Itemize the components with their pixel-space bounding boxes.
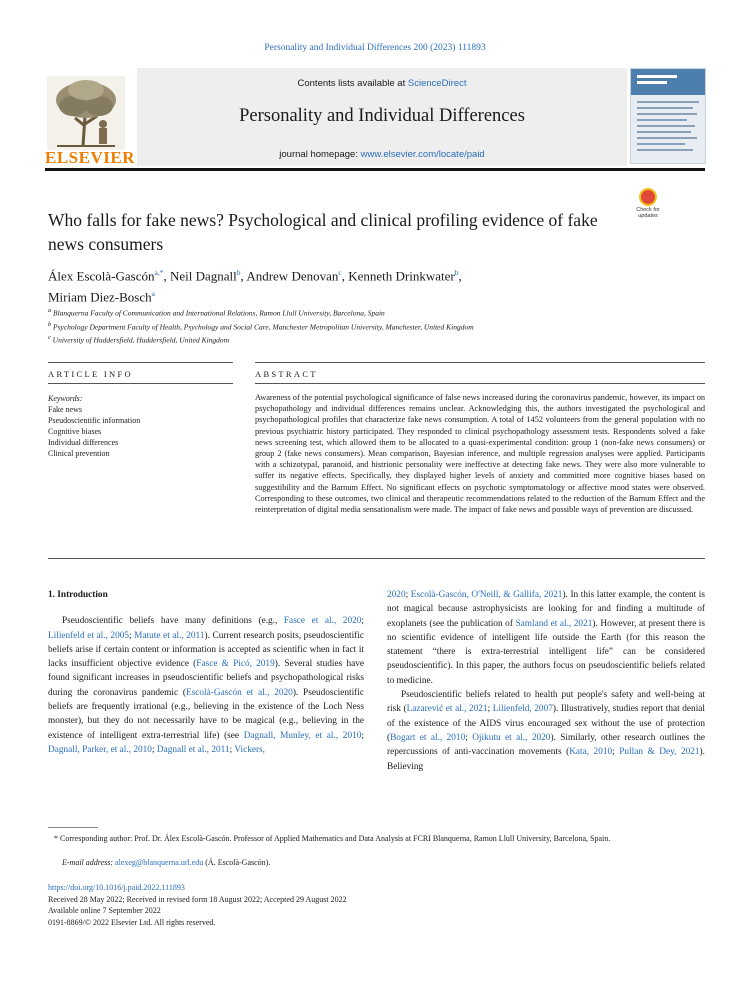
paragraph-text: ; [361, 730, 364, 741]
author-affiliation-mark[interactable]: a,* [154, 268, 164, 277]
citation-link[interactable]: Bogart et al., 2010 [390, 732, 466, 743]
journal-title: Personality and Individual Differences [239, 106, 525, 126]
affiliation-text: Psychology Department Faculty of Health, Psychology and Social Care, Manchester Metropolitan University, Manchester, United Kingdom [53, 322, 474, 331]
paragraph-text: ). However, at present there is no scientific evidence of intelligent life outside the Earth (for this reason the statement “there is extra-terrestrial intelligent life” can be considered pseudoscientific). In this paper, the authors focus on pseudoscientific beliefs related to medicine. [387, 618, 706, 686]
citation-link[interactable]: 2020 [387, 590, 406, 600]
paragraph-text: ). Believing [387, 747, 705, 772]
citation-link[interactable]: Escolà-Gascón et al., 2020 [185, 687, 293, 698]
homepage-line [137, 149, 627, 160]
author-list: Álex Escolà-Gascón$^{a,*}$, Neil Dagnall$^b$, Andrew Denovan$^c$, Kenneth Drinkwater$^b$, Miriam Diez-Bosch$^a$ [48, 268, 462, 305]
article-title: Who falls for fake news? Psychological and clinical profiling evidence of fake news consumers [48, 210, 598, 254]
citation-link[interactable]: Lilienfeld et al., 2005 [48, 630, 130, 641]
citation-link[interactable]: Pullan & Dey, 2021 [619, 747, 700, 758]
citation-link[interactable]: Lazarević et al., 2021 [406, 704, 488, 715]
author-affiliation-mark[interactable]: c [338, 268, 342, 277]
doi-link[interactable]: https://doi.org/10.1016/j.paid.2022.111893 [48, 883, 185, 892]
paragraph-text: ). Similarly, other research outlines the repercussions of anti-vaccination movements ( [387, 732, 705, 758]
citation-link[interactable]: Matute et al., 2011 [134, 630, 205, 641]
homepage-link[interactable]: www.elsevier.com/locate/paid [360, 149, 485, 160]
elsevier-wordmark: ELSEVIER [45, 148, 135, 167]
intro-paragraph [48, 614, 364, 757]
affiliation-mark: b [48, 320, 52, 328]
affiliation-line [48, 305, 688, 319]
citation-link[interactable]: Ojikutu et al., 2020 [472, 732, 551, 743]
paragraph-text: ; [612, 747, 620, 758]
author-name[interactable]: Miriam Diez-Bosch [48, 289, 152, 305]
author-affiliation-mark[interactable]: b [454, 268, 459, 277]
paragraph-text: ; [465, 732, 473, 743]
author-name[interactable]: Neil Dagnall [169, 268, 237, 284]
article-info-rule-bottom [48, 383, 233, 384]
paragraph-text: ; [405, 590, 411, 600]
homepage-prefix: journal homepage: [279, 149, 361, 160]
intro-paragraph [387, 688, 705, 774]
contents-prefix: Contents lists available at [297, 78, 408, 89]
citation-link[interactable]: Dagnall et al., 2011 [156, 744, 230, 755]
journal-banner [45, 68, 705, 166]
affiliation-text: Blanquerna Faculty of Communication and International Relations, Ramon Llull University, Barcelona, Spain [53, 308, 385, 318]
paragraph-text: ). Several studies have found significant increases in pseudoscientific beliefs and psychopathological risks during the coronavirus pandemic ( [48, 659, 364, 698]
check-updates-label: Check for updates [636, 207, 660, 219]
paragraph-text: ). Illustratively, studies report that denial of the existence of the AIDS virus encouraged sex without the use of protection ( [387, 704, 705, 743]
keyword: Clinical prevention [48, 449, 110, 458]
journal-cover-thumbnail [630, 68, 706, 164]
keywords-block [48, 393, 233, 459]
header-rule [45, 168, 705, 171]
sciencedirect-link[interactable]: ScienceDirect [407, 78, 467, 89]
email-label: E-mail address: [62, 858, 114, 867]
article-info-rule [48, 362, 233, 363]
citation-link[interactable]: Escolà-Gascón, O'Neill, & Gallifa, 2021 [410, 590, 563, 600]
affiliation-line [48, 319, 688, 333]
citation-link[interactable]: Lilienfeld, 2007 [492, 704, 553, 715]
paragraph-text: ; [487, 704, 493, 715]
email-suffix: (Á. Escolà-Gascón). [203, 858, 271, 867]
bookmark-icon [639, 188, 657, 206]
intro-paragraph [387, 588, 705, 688]
author-affiliation-mark[interactable]: b [236, 268, 241, 277]
left-column [48, 588, 364, 757]
citation-link[interactable]: Fasce et al., 2020 [283, 616, 362, 627]
keyword: Pseudoscientific information [48, 416, 141, 425]
footnote-marker: * [54, 834, 58, 843]
citation-link[interactable]: Samland et al., 2021 [515, 618, 593, 629]
keyword: Fake news [48, 405, 82, 414]
received-dates: Received 28 May 2022; Received in revised form 18 August 2022; Accepted 29 August 2022 [48, 894, 347, 904]
paragraph-text: ). In this latter example, the content is not magical because astrophysicists are looking for and finding a multitude of exoplanets (see the publication of [387, 590, 705, 629]
keyword: Cognitive biases [48, 427, 102, 436]
contents-line [137, 78, 627, 89]
author-affiliation-mark[interactable]: a [151, 289, 155, 299]
keyword: Individual differences [48, 438, 119, 447]
citation-link[interactable]: Dagnall, Parker, et al., 2010 [48, 744, 152, 755]
publication-info [48, 882, 708, 928]
affiliation-line [48, 332, 688, 346]
paragraph-text: ). Pseudoscientific beliefs are frequently irrational (e.g., believing in the existence of the Loch Ness monster), but they do not necessarily have to be magical (e.g., believing in the existence of intelligent extra-terrestrial life) (see [48, 687, 364, 741]
affiliation-mark: a [48, 307, 52, 314]
paragraph-text: ; [229, 744, 235, 755]
affiliation-mark: c [48, 334, 51, 341]
footnote [48, 833, 708, 845]
paragraph-text: Pseudoscientific beliefs have many definitions (e.g., [62, 616, 284, 627]
paragraph-text: ; [151, 744, 157, 755]
online-date: Available online 7 September 2022 [48, 906, 161, 915]
keywords-label: Keywords: [48, 394, 83, 403]
footnote-text: Corresponding author: Prof. Dr. Álex Escolà-Gascón. Professor of Applied Mathematics and Data Analysis at FCRI Blanquerna, Ramon Llull University, Barcelona, Spain. [60, 834, 611, 843]
paragraph-text: ; [129, 630, 135, 641]
abstract-text: Awareness of the potential psychological significance of false news increased during the coronavirus pandemic, however, its impact on psychopathology and individual differences remains unclear. Acknowledging this, the authors investigated the psychological and psychopathological profiles that characterize fake news consumption. A total of 1452 volunteers from the general population with no previous psychiatric history participated. They responded to clinical psychopathology assessment tests. Respondents solved a fake news screening test, which allowed them to be allocated to a quasi-experimental condition: group 1 (non-fake news consumers) or group 2 (fake news consumers). Mean comparison, Bayesian inference, and multiple regression analyses were applied. Participants with a schizotypal, paranoid, and histrionic personality were ineffective at detecting fake news. They were also more vulnerable to suffer its negative effects. Specifically, they displayed higher levels of anxiety and committed more cognitive biases based on suggestibility and the Barnum Effect. No significant effects on psychotic symptomatology or affective mood states were observed. Corresponding to these outcomes, two clinical and therapeutic recommendations related to the reduction of the Barnum Effect and the reinterpretation of digital media sensationalism were made. The impact of fake news and possible ways of prevention are discussed. [255, 393, 705, 515]
abstract-heading: ABSTRACT [255, 369, 318, 379]
affiliations [48, 305, 688, 346]
affiliation-text: University of Huddersfield, Huddersfield, United Kingdom [52, 335, 230, 345]
email-line [62, 857, 662, 869]
right-column [387, 588, 705, 774]
paragraph-text: ). Current research posits, pseudoscientific beliefs arise if certain content or information is accepted as scientific when in fact it lacks insufficient objective evidence ( [48, 630, 364, 670]
abstract-rule [255, 362, 705, 363]
author-name[interactable]: Andrew Denovan [246, 268, 339, 284]
footnote-rule [48, 827, 98, 828]
email-link[interactable]: alexeg@blanquerna.url.edu [115, 858, 204, 867]
paragraph-text: ; [361, 616, 364, 627]
author-name[interactable]: Kenneth Drinkwater [348, 268, 455, 284]
paragraph-text: Pseudoscientific beliefs related to health put people's safety and well-being at risk ( [387, 690, 705, 715]
section-heading: 1. Introduction [48, 590, 108, 600]
citation-link[interactable]: Kata, 2010 [569, 747, 613, 758]
abstract-end-rule [48, 558, 705, 559]
abstract-rule-bottom [255, 383, 705, 384]
article-info-heading: ARTICLE INFO [48, 369, 133, 379]
citation-link[interactable]: Dagnall, Munley, et al., 2010 [243, 730, 362, 741]
running-head[interactable]: Personality and Individual Differences 200 (2023) 111893 [264, 43, 486, 53]
masthead [137, 68, 627, 166]
citation-link[interactable]: Vickers, [234, 744, 266, 755]
copyright: 0191-8869/© 2022 Elsevier Ltd. All rights reserved. [48, 917, 216, 927]
citation-link[interactable]: Fasce & Picó, 2019 [196, 659, 275, 670]
author-name[interactable]: Álex Escolà-Gascón [48, 268, 155, 284]
check-for-updates-button[interactable] [630, 188, 666, 222]
